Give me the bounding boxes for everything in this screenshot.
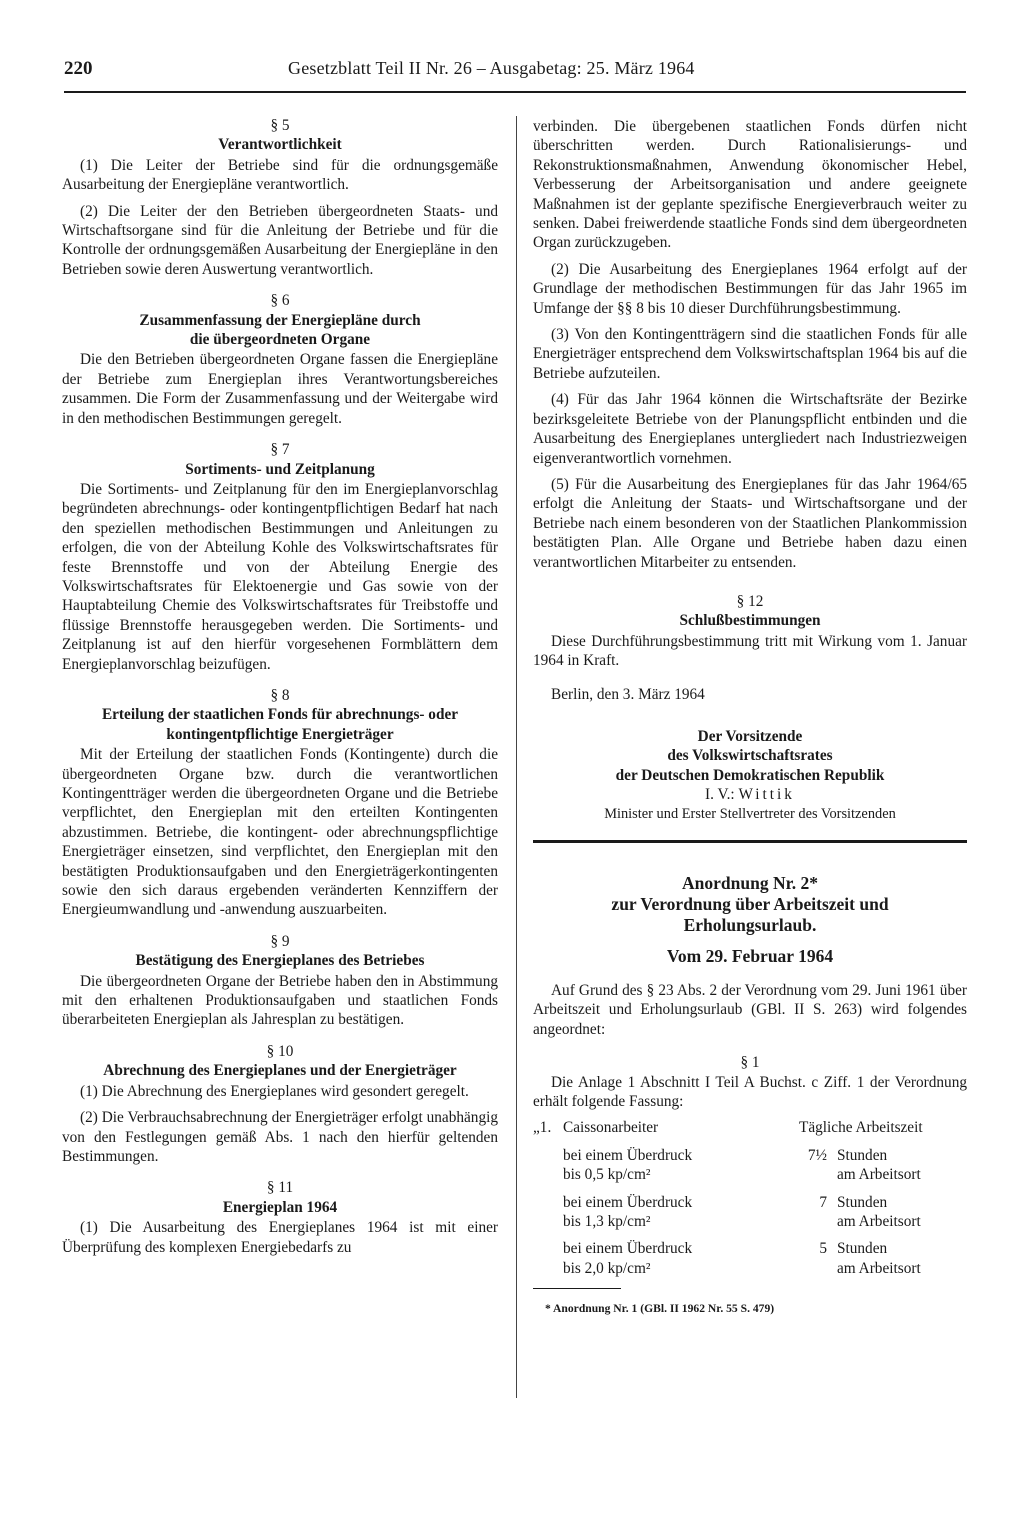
section-6-para-1: Die den Betrieben übergeordneten Organe fassen die Energiepläne der Betriebe zum Energieplan ihres Verantwortungsbereiches zusammen. Die Form der Zusammenfassung und der Weitergabe wird in den methodischen Bestimmungen geregelt. xyxy=(62,351,498,427)
signature-line-5: Minister und Erster Stellvertreter des Vorsitzenden xyxy=(604,805,896,822)
section-8-title-line-2: kontingentpflichtige Energieträger xyxy=(166,725,394,743)
section-10-para-1: (1) Die Abrechnung des Energieplanes wird gesondert geregelt. xyxy=(80,1082,469,1100)
right-column xyxy=(533,117,967,1327)
section-9-para-1: Die übergeordneten Organe der Betriebe haben den in Abstimmung mit den erhaltenen Produktionsaufgaben und staatlichen Fonds überarbeiteten Energieplan als Jahresplan zu bestätigen. xyxy=(62,972,498,1029)
footnote-rule xyxy=(533,1288,621,1289)
hours-location: am Arbeitsort xyxy=(837,1166,921,1184)
hours-unit-cell xyxy=(837,1239,967,1286)
pressure-line-1: bei einem Überdruck xyxy=(563,1146,693,1164)
section-5-title: Verantwortlichkeit xyxy=(218,136,342,154)
section-11-number: § 11 xyxy=(266,1179,294,1197)
section-12-number: § 12 xyxy=(736,592,764,610)
section-12-para-1: Diese Durchführungsbestimmung tritt mit Wirkung vom 1. Januar 1964 in Kraft. xyxy=(533,632,967,670)
section-8-number: § 8 xyxy=(270,686,290,704)
section-7-title: Sortiments- und Zeitplanung xyxy=(185,460,375,478)
section-6-number: § 6 xyxy=(270,292,290,310)
anordnung-date: Vom 29. Februar 1964 xyxy=(666,946,834,966)
anordnung-intro: Auf Grund des § 23 Abs. 2 der Verordnung vom 29. Juni 1961 über Arbeitszeit und Erholungsurlaub (GBl. II S. 263) wird folgendes angeordnet: xyxy=(533,982,967,1038)
hours-value: 7½ xyxy=(807,1146,827,1164)
signatory-name: Wittik xyxy=(738,786,795,804)
hours-location: am Arbeitsort xyxy=(837,1259,921,1277)
table-row xyxy=(533,1193,967,1240)
section-7-number: § 7 xyxy=(270,441,290,459)
working-hours-table xyxy=(533,1118,967,1286)
hours-unit-cell xyxy=(837,1193,967,1240)
pressure-line-2: bis 0,5 kp/cm² xyxy=(563,1166,651,1184)
signature-line-1: Der Vorsitzende xyxy=(697,727,803,745)
anordnung-section-1-para: Die Anlage 1 Abschnitt I Teil A Buchst. c Ziff. 1 der Verordnung erhält folgende Fassung: xyxy=(533,1073,967,1111)
signature-line-4 xyxy=(533,785,967,804)
section-6-title-line-1: Zusammenfassung der Energiepläne durch xyxy=(139,311,421,329)
section-12-title: Schlußbestimmungen xyxy=(679,612,821,630)
hours-unit-cell xyxy=(837,1146,967,1193)
section-11-para-2: (2) Die Ausarbeitung des Energieplanes 1964 erfolgt auf der Grundlage der methodischen Bestimmungen für das Jahr 1965 im Umfange der §§ 8 bis 10 dieser Durchführungsbestimmung. xyxy=(533,260,967,317)
section-7-para-1: Die Sortiments- und Zeitplanung für den im Energieplanvorschlag begründeten abrechnungs- oder kontingentpflichtigen Bedarf hat nach den speziellen methodischen Bestimmungen und Anleitungen zu erfolgen, die von der Abteilung Kohle des Volkswirtschaftsrates für feste Brennstoffe und von der Abteilung Energie des Volkswirtschaftsrates für Elektoenergie und Gas sowie von der Hauptabteilung Chemie des Volkswirtschaftsrates für Treibstoffe und flüssige Brennstoffe herausgegeben werden. Die Sortiments- und Zeitplanung ist auf den hierfür vorgesehenen Formblättern dem Energieplanvorschlag beizufügen. xyxy=(62,480,498,673)
pressure-cell xyxy=(563,1146,799,1193)
pressure-line-2: bis 2,0 kp/cm² xyxy=(563,1259,651,1277)
section-11-para-3: (3) Von den Kontingentträgern sind die staatlichen Fonds für alle Energieträger entsprechend dem Volkswirtschaftsplan 1964 bis auf die Betriebe aufzuteilen. xyxy=(533,326,967,382)
section-10-number: § 10 xyxy=(266,1042,294,1060)
section-11-para-4: (4) Für das Jahr 1964 können die Wirtschaftsräte der Bezirke bezirksgeleitete Betriebe von der Planungspflicht entbinden und die Ausarbeitung des Energieplanes untergliedert nach Industriezweigen eigenverantwortlich vornehmen. xyxy=(533,391,967,467)
pressure-cell xyxy=(563,1193,799,1240)
signature-prefix: I. V.: xyxy=(705,786,739,804)
place-date: Berlin, den 3. März 1964 xyxy=(551,685,705,703)
table-row xyxy=(533,1146,967,1193)
hours-unit: Stunden xyxy=(837,1193,888,1211)
footnote: * Anordnung Nr. 1 (GBl. II 1962 Nr. 55 S. 479) xyxy=(545,1301,775,1315)
signature-line-3: der Deutschen Demokratischen Republik xyxy=(615,766,885,784)
section-6-title-line-2: die übergeordneten Organe xyxy=(189,331,371,349)
running-title: Gesetzblatt Teil II Nr. 26 – Ausgabetag: 25. März 1964 xyxy=(288,58,695,78)
hours-value: 7 xyxy=(819,1193,827,1211)
signature-line-2: des Volkswirtschaftsrates xyxy=(667,747,833,765)
section-10-title: Abrechnung des Energieplanes und der Energieträger xyxy=(103,1062,457,1080)
anordnung-section-1-number: § 1 xyxy=(740,1054,760,1072)
page-number: 220 xyxy=(64,58,93,79)
table-header-row xyxy=(533,1118,967,1145)
section-9-title: Bestätigung des Energieplanes des Betriebes xyxy=(135,952,425,970)
row-number: „1. xyxy=(533,1119,552,1137)
pressure-line-1: bei einem Überdruck xyxy=(563,1240,693,1258)
row-label: Caissonarbeiter xyxy=(563,1119,659,1137)
pressure-line-1: bei einem Überdruck xyxy=(563,1193,693,1211)
section-11-para-1: (1) Die Ausarbeitung des Energieplanes 1964 ist mit einer Überprüfung des komplexen Energiebedarfs zu xyxy=(62,1219,498,1256)
section-5-para-2: (2) Die Leiter der den Betrieben übergeordneten Staats- und Wirtschaftsorgane sind für die Anleitung der Betriebe und für die Kontrolle der ordnungsgemäßen Ausarbeitung der Energiepläne in den Betrieben sowie deren Auswertung verantwortlich. xyxy=(62,202,498,278)
column-heading: Tägliche Arbeitszeit xyxy=(799,1119,923,1137)
section-5-number: § 5 xyxy=(270,117,290,134)
left-column xyxy=(62,116,498,1264)
section-11-para-5: (5) Für die Ausarbeitung des Energieplanes für das Jahr 1964/65 erfolgt die Anleitung der Staats- und Wirtschaftsorgane und der Betriebe nach einem besonderen von der Staatlichen Plankommission bestätigten Plan. Alle Organe und Betriebe haben dazu einen verantwortlichen Mitarbeiter zu entsenden. xyxy=(533,475,967,571)
hours-location: am Arbeitsort xyxy=(837,1213,921,1231)
section-separator xyxy=(533,840,967,843)
column-divider xyxy=(516,116,517,1398)
anordnung-title-1: Anordnung Nr. 2* xyxy=(682,873,818,893)
pressure-cell xyxy=(563,1239,799,1286)
section-8-para-1: Mit der Erteilung der staatlichen Fonds (Kontingente) durch die übergeordneten Organe bzw. durch die verantwortlichen Kontingentträger werden die übergeordneten Organe und die Betriebe verpflichtet, den Energieplan mit den erteilten Kontingenten abzustimmen. Betriebe, die kontingent- oder abrechnungspflichtige Energieträger einsetzen, sind verpflichtet, den Energieplan mit den bestätigten Produktionsaufgaben und den Energieträgerkontingenten sowie den sich daraus ergebenden veränderten Kennziffern der Energieumwandlung und -anwendung auszuarbeiten. xyxy=(62,746,498,919)
anordnung-title-2: zur Verordnung über Arbeitszeit und xyxy=(611,894,889,914)
section-5-para-1: (1) Die Leiter der Betriebe sind für die ordnungsgemäße Ausarbeitung der Energiepläne verantwortlich. xyxy=(62,156,498,194)
header-rule xyxy=(64,91,966,93)
section-11-title: Energieplan 1964 xyxy=(222,1198,338,1216)
page-header xyxy=(64,58,966,92)
hours-value: 5 xyxy=(819,1240,827,1258)
table-row xyxy=(533,1239,967,1286)
hours-unit: Stunden xyxy=(837,1240,888,1258)
pressure-line-2: bis 1,3 kp/cm² xyxy=(563,1213,651,1231)
hours-unit: Stunden xyxy=(837,1146,888,1164)
section-8-title-line-1: Erteilung der staatlichen Fonds für abrechnungs- oder xyxy=(101,706,459,724)
section-11-continuation: verbinden. Die übergebenen staatlichen Fonds dürfen nicht überschritten werden. Durch Rationalisierungs- und Rekonstruktionsmaßnahmen, Anwendung ökonomischer Hebel, Verbesserung der Arbeitsorganisation und andere geeignete Maßnahmen ist der geplante spezifische Energieverbrauch weiter zu senken. Dabei freiwerdende staatliche Fonds sind dem übergeordneten Organ zurückzugeben. xyxy=(533,118,967,252)
section-10-para-2: (2) Die Verbrauchsabrechnung der Energieträger erfolgt unabhängig von den Festlegungen gemäß Abs. 1 nach den hierfür geltenden Bestimmungen. xyxy=(62,1109,498,1165)
section-9-number: § 9 xyxy=(270,932,290,950)
anordnung-title-3: Erholungsurlaub. xyxy=(683,915,817,935)
